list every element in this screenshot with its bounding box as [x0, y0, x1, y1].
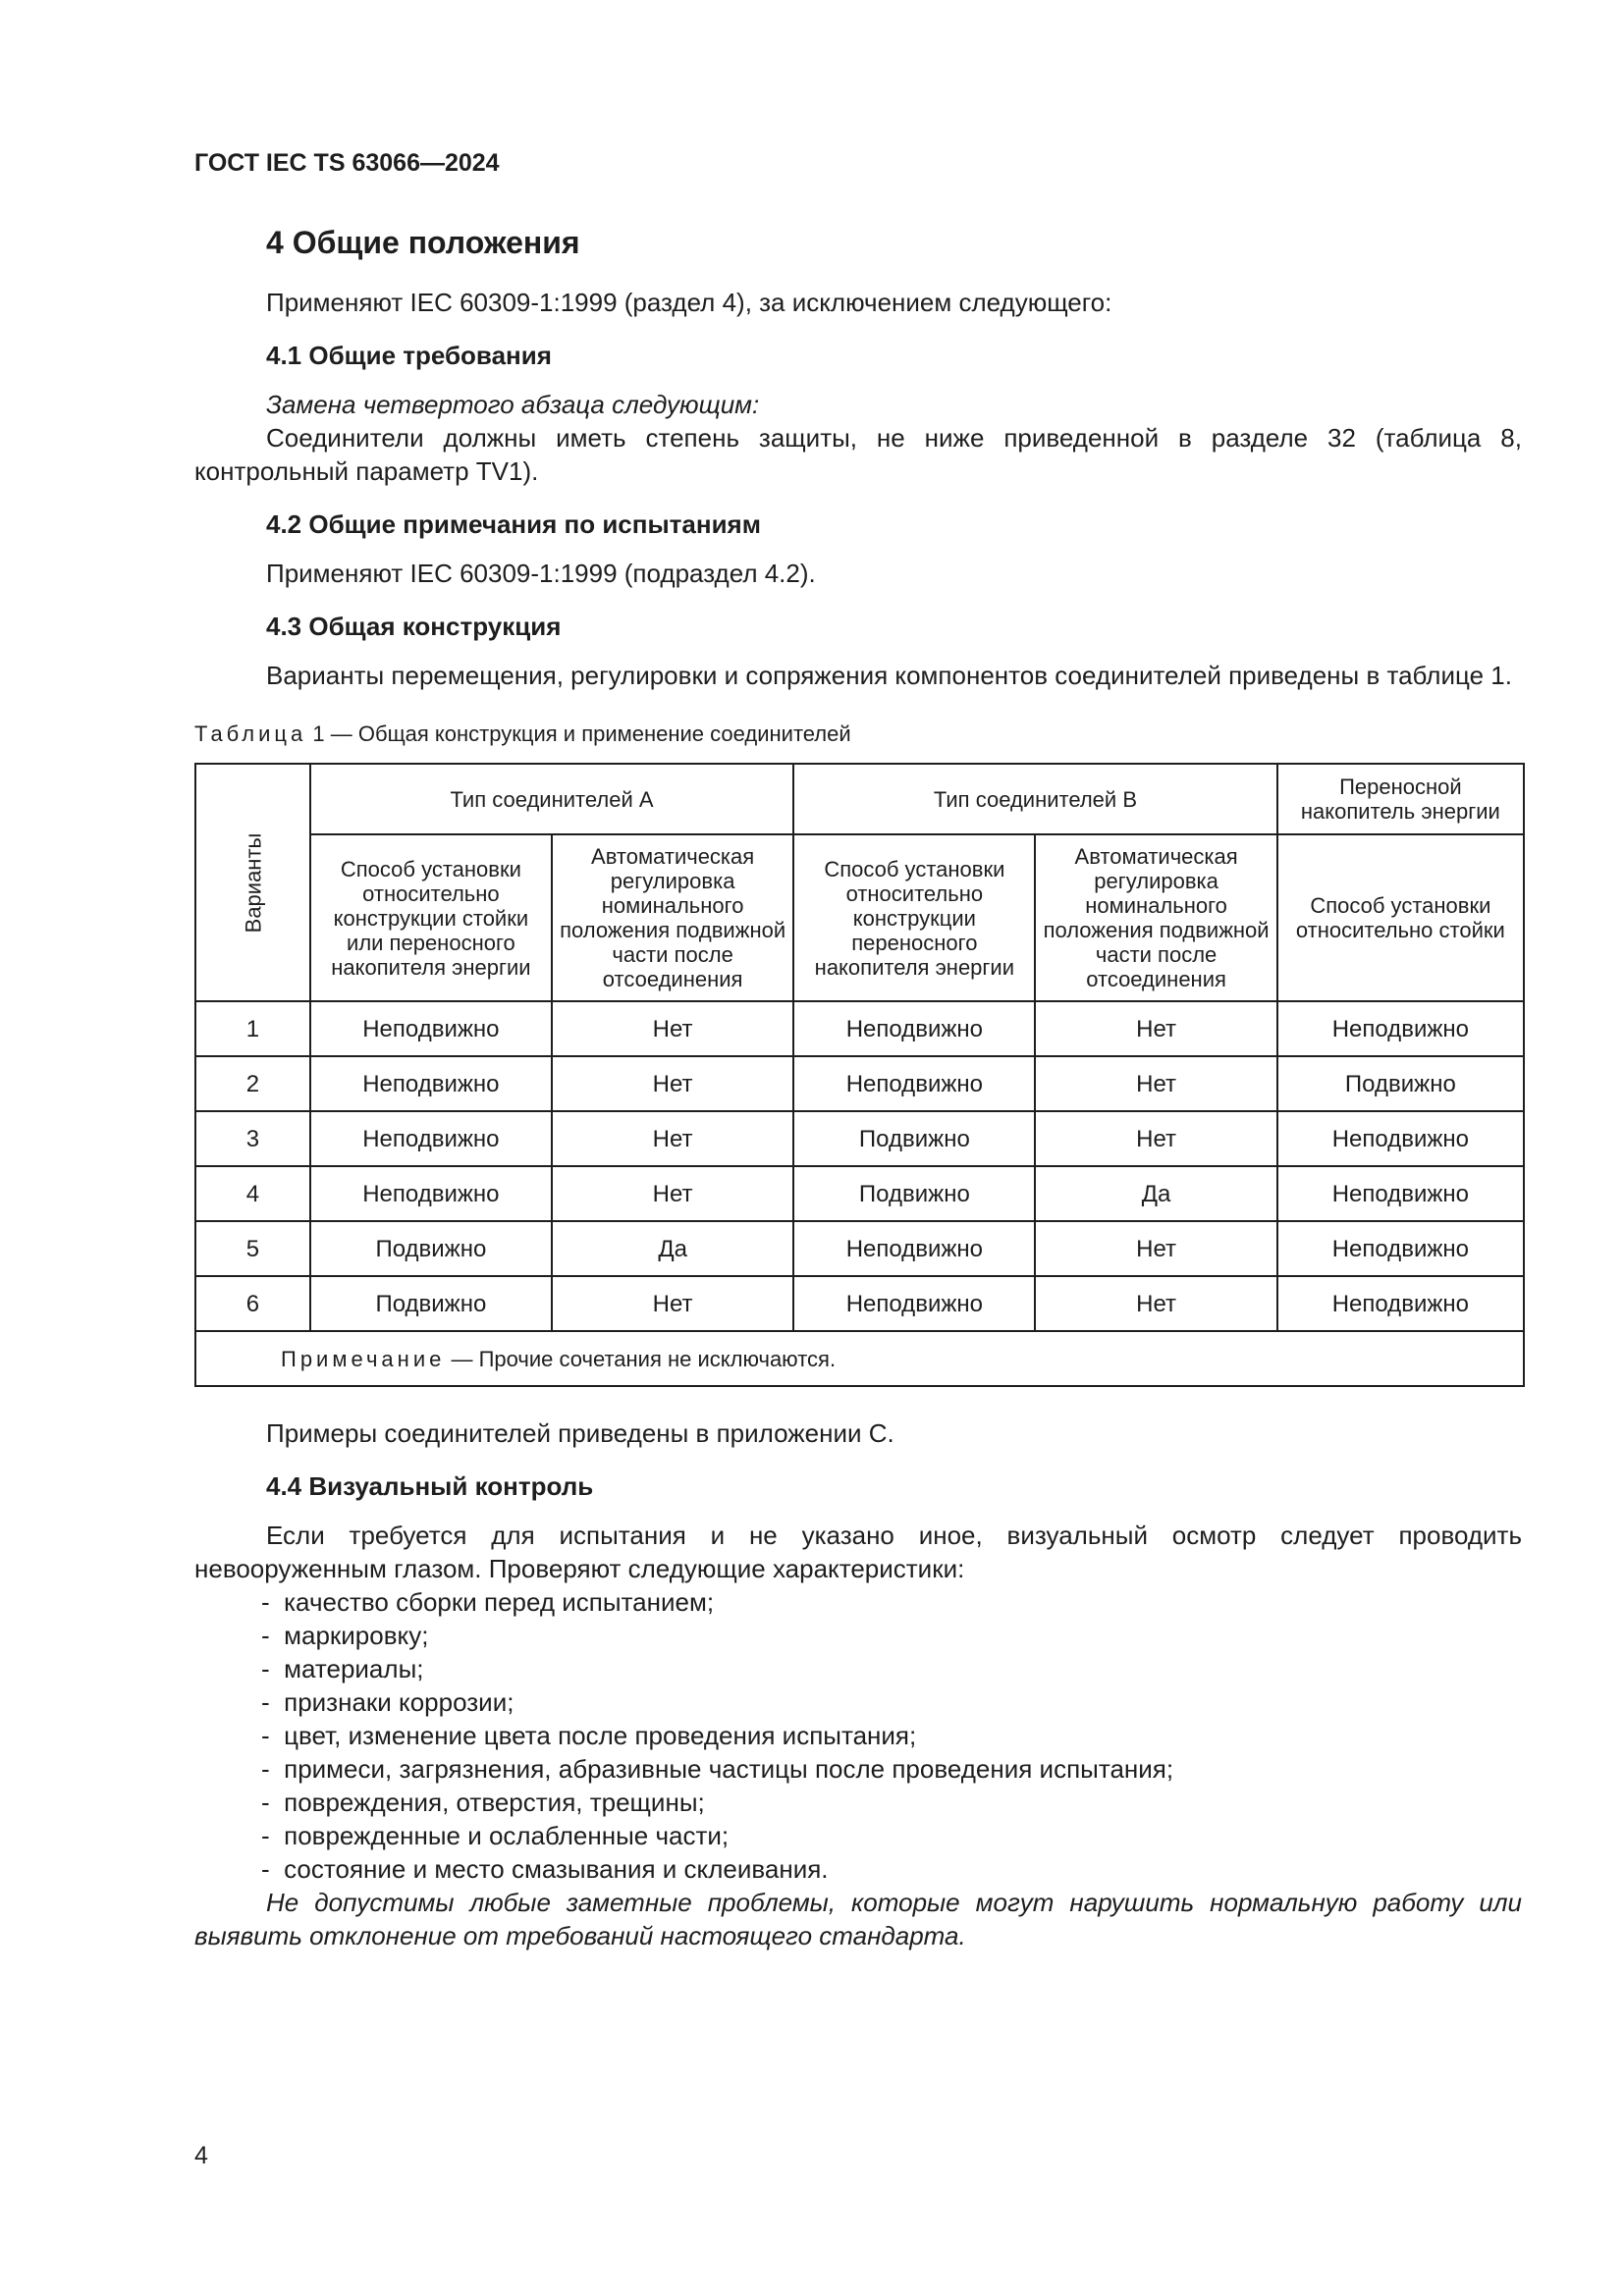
table-cell: Да: [1035, 1166, 1276, 1221]
subsection-4-1-title: 4.1 Общие требования: [266, 341, 552, 370]
table-cell: Подвижно: [793, 1166, 1035, 1221]
table-cell: Подвижно: [310, 1276, 552, 1331]
table-note-label: Примечание: [281, 1346, 446, 1371]
table-cell: 3: [195, 1111, 310, 1166]
list-item: - повреждения, отверстия, трещины;: [261, 1786, 1522, 1819]
list-item: - признаки коррозии;: [261, 1685, 1522, 1719]
table-cell: Нет: [1035, 1056, 1276, 1111]
table-note: [195, 1331, 1524, 1386]
table-note-text: — Прочие сочетания не исключаются.: [451, 1346, 837, 1371]
subsection-4-4-title: 4.4 Визуальный контроль: [266, 1471, 594, 1501]
column-header: Способ установки относительно конструкции стойки или переносного накопителя энергии: [310, 834, 552, 1001]
subsection-4-4-closing: Не допустимы любые заметные проблемы, которые могут нарушить нормальную работу или выявить отклонение от требований настоящего стандарта.: [194, 1888, 1522, 1950]
table-row: [195, 1166, 1524, 1221]
table-cell: Нет: [552, 1001, 793, 1056]
table-cell: Нет: [552, 1166, 793, 1221]
list-item: - цвет, изменение цвета после проведения испытания;: [261, 1719, 1522, 1752]
list-item: - состояние и место смазывания и склеивания.: [261, 1852, 1522, 1886]
group-header-b: Тип соединителей В: [793, 764, 1276, 834]
table-cell: Неподвижно: [310, 1111, 552, 1166]
table-cell: Неподвижно: [793, 1276, 1035, 1331]
table-cell: Нет: [1035, 1276, 1276, 1331]
check-list: [194, 1585, 1522, 1886]
group-header-storage: Переносной накопитель энергии: [1277, 764, 1524, 834]
table-cell: Неподвижно: [793, 1001, 1035, 1056]
table-cell: Подвижно: [793, 1111, 1035, 1166]
table-cell: 5: [195, 1221, 310, 1276]
table-row: [195, 1056, 1524, 1111]
table-row: [195, 1001, 1524, 1056]
subsection-4-3-text: Варианты перемещения, регулировки и сопряжения компонентов соединителей приведены в таблице 1.: [266, 661, 1512, 690]
table-cell: Неподвижно: [793, 1056, 1035, 1111]
table-cell: 6: [195, 1276, 310, 1331]
page-number: 4: [194, 2142, 208, 2169]
subsection-4-1-text: Соединители должны иметь степень защиты, не ниже приведенной в разделе 32 (таблица 8, контрольный параметр TV1).: [194, 423, 1522, 486]
page-content: [194, 221, 1522, 1952]
subsection-4-2-title: 4.2 Общие примечания по испытаниям: [266, 509, 761, 539]
table-cell: Неподвижно: [1277, 1166, 1524, 1221]
subsection-4-3-title: 4.3 Общая конструкция: [266, 612, 562, 641]
table-caption-text: 1 — Общая конструкция и применение соединителей: [312, 721, 851, 746]
document-code: ГОСТ IEC TS 63066—2024: [194, 149, 500, 177]
column-header: Автоматическая регулировка номинального положения подвижной части после отсоединения: [552, 834, 793, 1001]
column-header: Способ установки относительно стойки: [1277, 834, 1524, 1001]
table-cell: Нет: [1035, 1001, 1276, 1056]
table-note-row: [195, 1331, 1524, 1386]
table-cell: Нет: [552, 1056, 793, 1111]
variants-header-cell: [195, 764, 310, 1001]
list-item: - маркировку;: [261, 1619, 1522, 1652]
subsection-4-1-italic: Замена четвертого абзаца следующим:: [266, 390, 760, 419]
table-row: [195, 1111, 1524, 1166]
table-cell: Неподвижно: [1277, 1276, 1524, 1331]
table-cell: Неподвижно: [1277, 1221, 1524, 1276]
subsection-4-2-text: Применяют IEC 60309-1:1999 (подраздел 4.2).: [266, 559, 816, 588]
column-header: Автоматическая регулировка номинального положения подвижной части после отсоединения: [1035, 834, 1276, 1001]
table-cell: Подвижно: [310, 1221, 552, 1276]
list-item: - материалы;: [261, 1652, 1522, 1685]
table-row: [195, 1221, 1524, 1276]
variants-header: Варианты: [240, 832, 265, 933]
subsection-4-4-intro: Если требуется для испытания и не указано иное, визуальный осмотр следует проводить невооруженным глазом. Проверяют следующие характеристики:: [194, 1521, 1522, 1583]
table-cell: Нет: [1035, 1221, 1276, 1276]
table-cell: Нет: [552, 1276, 793, 1331]
list-item: - поврежденные и ослабленные части;: [261, 1819, 1522, 1852]
section-intro: Применяют IEC 60309-1:1999 (раздел 4), за исключением следующего:: [266, 288, 1112, 317]
construction-table: [194, 763, 1525, 1387]
table-cell: 1: [195, 1001, 310, 1056]
table-cell: Неподвижно: [1277, 1001, 1524, 1056]
table-cell: Нет: [552, 1111, 793, 1166]
column-header: Способ установки относительно конструкции переносного накопителя энергии: [793, 834, 1035, 1001]
table-cell: Неподвижно: [793, 1221, 1035, 1276]
table-cell: Неподвижно: [310, 1056, 552, 1111]
list-item: - примеси, загрязнения, абразивные частицы после проведения испытания;: [261, 1752, 1522, 1786]
table-cell: 4: [195, 1166, 310, 1221]
table-cell: Нет: [1035, 1111, 1276, 1166]
table-row: [195, 1276, 1524, 1331]
table-cell: 2: [195, 1056, 310, 1111]
table-cell: Да: [552, 1221, 793, 1276]
group-header-a: Тип соединителей А: [310, 764, 793, 834]
after-table-text: Примеры соединителей приведены в приложении С.: [266, 1418, 894, 1448]
table-caption-label: Таблица: [194, 721, 307, 746]
table-cell: Неподвижно: [1277, 1111, 1524, 1166]
section-title: 4 Общие положения: [266, 225, 580, 260]
table-cell: Подвижно: [1277, 1056, 1524, 1111]
table-cell: Неподвижно: [310, 1001, 552, 1056]
table-cell: Неподвижно: [310, 1166, 552, 1221]
list-item: - качество сборки перед испытанием;: [261, 1585, 1522, 1619]
table-caption: [194, 718, 1522, 751]
